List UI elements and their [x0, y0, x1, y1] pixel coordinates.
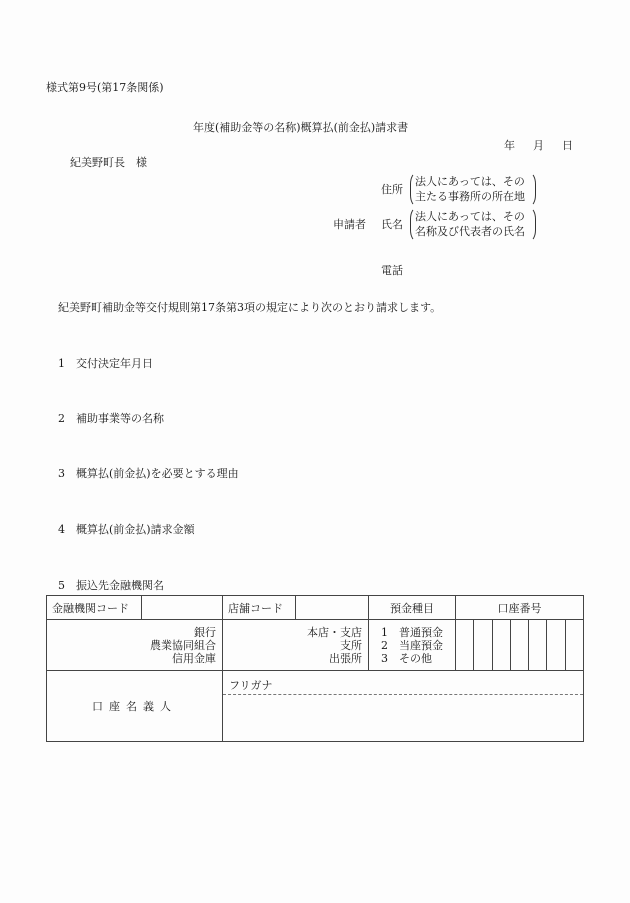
name-note-bracket	[410, 207, 536, 242]
institution-type-agri-coop: 農業協同組合	[150, 638, 216, 652]
deposit-type-ordinary: 1 普通預金	[381, 625, 443, 639]
institution-type-bank: 銀行	[194, 625, 216, 639]
account-holder-cell[interactable]	[223, 671, 584, 742]
date-day: 日	[562, 139, 573, 152]
furigana-divider	[223, 694, 583, 695]
account-holder-label: 口座名義人	[92, 700, 177, 713]
addressee: 紀美野町長 様	[70, 156, 147, 169]
phone-label: 電話	[381, 264, 403, 277]
item-1-label: 交付決定年月日	[76, 357, 153, 370]
address-note-bracket	[410, 172, 536, 207]
account-digit-5[interactable]	[528, 620, 546, 670]
deposit-type-label: 預金種目	[369, 596, 456, 620]
branch-code-label: 店舗コード	[223, 596, 296, 620]
account-holder-label-cell	[47, 671, 223, 742]
account-digit-7[interactable]	[565, 620, 583, 670]
address-label: 住所	[381, 183, 403, 196]
item-5-label: 振込先金融機関名	[76, 579, 164, 592]
account-digit-2[interactable]	[473, 620, 491, 670]
body-text: 紀美野町補助金等交付規則第17条第3項の規定により次のとおり請求します。	[58, 301, 442, 314]
account-digit-1[interactable]	[456, 620, 473, 670]
item-4-label: 概算払(前金払)請求金額	[76, 523, 195, 536]
item-3: 3 概算払(前金払)を必要とする理由	[58, 467, 239, 480]
item-3-label: 概算払(前金払)を必要とする理由	[76, 467, 239, 480]
account-number-cells	[456, 620, 584, 671]
furigana-label: フリガナ	[229, 679, 273, 692]
bank-code-field[interactable]	[142, 596, 223, 620]
item-2: 2 補助事業等の名称	[58, 412, 164, 425]
item-4: 4 概算払(前金払)請求金額	[58, 523, 195, 536]
applicant-label: 申請者	[333, 218, 366, 231]
branch-type-main-branch: 本店・支店	[307, 625, 362, 639]
deposit-type-cell[interactable]	[369, 620, 456, 671]
item-5: 5 振込先金融機関名	[58, 579, 164, 592]
name-note-line-1: 法人にあっては、その	[415, 210, 525, 223]
institution-type-shinkin: 信用金庫	[172, 651, 216, 665]
form-number: 様式第9号(第17条関係)	[46, 81, 164, 94]
deposit-type-other: 3 その他	[381, 651, 432, 665]
branch-type-sub-office: 支所	[340, 638, 362, 652]
address-note-line-1: 法人にあっては、その	[415, 175, 525, 188]
bank-account-table	[46, 595, 584, 742]
date-month: 月	[533, 139, 544, 152]
address-note-line-2: 主たる事務所の所在地	[415, 190, 525, 203]
institution-type-cell[interactable]	[47, 620, 223, 671]
account-number-label: 口座番号	[456, 596, 584, 620]
branch-code-field[interactable]	[296, 596, 369, 620]
deposit-type-checking: 2 当座預金	[381, 638, 443, 652]
item-2-label: 補助事業等の名称	[76, 412, 164, 425]
form-title: 年度(補助金等の名称)概算払(前金払)請求書	[193, 121, 409, 134]
account-digit-6[interactable]	[546, 620, 564, 670]
branch-type-agency: 出張所	[329, 651, 362, 665]
branch-type-cell[interactable]	[223, 620, 369, 671]
account-digit-3[interactable]	[492, 620, 510, 670]
name-note-line-2: 名称及び代表者の氏名	[415, 225, 525, 238]
bank-code-label: 金融機関コード	[47, 596, 142, 620]
item-1: 1 交付決定年月日	[58, 357, 153, 370]
date-line	[504, 140, 573, 151]
name-label: 氏名	[381, 218, 403, 231]
date-year: 年	[504, 139, 515, 152]
account-digit-4[interactable]	[510, 620, 528, 670]
